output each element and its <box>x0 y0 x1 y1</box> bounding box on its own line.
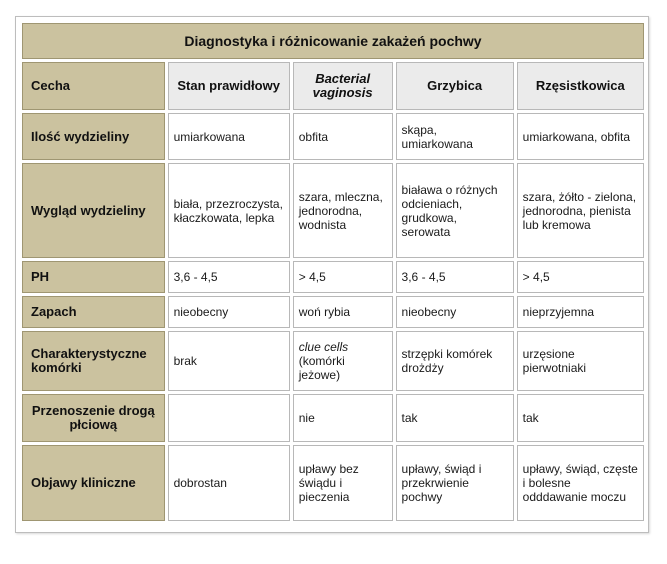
row-header: Ilość wydzieliny <box>22 113 165 160</box>
corner-header: Cecha <box>22 62 165 110</box>
table-cell: obfita <box>293 113 393 160</box>
table-row <box>22 296 644 328</box>
table-row <box>22 445 644 521</box>
table-frame <box>15 16 649 533</box>
table-caption: Diagnostyka i różnicowanie zakażeń pochwy <box>22 23 644 59</box>
table-cell: > 4,5 <box>293 261 393 293</box>
table-cell: 3,6 - 4,5 <box>168 261 290 293</box>
row-header: Zapach <box>22 296 165 328</box>
row-header: Przenoszenie drogą płciową <box>22 394 165 442</box>
table-cell: umiarkowana <box>168 113 290 160</box>
table-cell: nie <box>293 394 393 442</box>
row-header: Charakterystyczne komórki <box>22 331 165 391</box>
table-cell: tak <box>396 394 514 442</box>
table-cell-clue-cells <box>293 331 393 391</box>
table-cell: skąpa, umiarkowana <box>396 113 514 160</box>
table-cell: biaława o różnych odcieniach, grudkowa, serowata <box>396 163 514 258</box>
table-cell: > 4,5 <box>517 261 644 293</box>
table-cell: woń rybia <box>293 296 393 328</box>
clue-cells-term: clue cells <box>298 340 349 354</box>
table-cell: szara, mleczna, jednorodna, wodnista <box>293 163 393 258</box>
table-cell: upławy, świąd, częste i bolesne odddawanie moczu <box>517 445 644 521</box>
table-row <box>22 113 644 160</box>
table-cell: brak <box>168 331 290 391</box>
table-row <box>22 163 644 258</box>
row-header: Objawy kliniczne <box>22 445 165 521</box>
row-header: Wygląd wydzieliny <box>22 163 165 258</box>
table-cell: strzępki komórek drożdży <box>396 331 514 391</box>
table-cell: nieobecny <box>168 296 290 328</box>
table-row <box>22 394 644 442</box>
column-header-grzybica: Grzybica <box>396 62 514 110</box>
column-header-normal: Stan prawidłowy <box>168 62 290 110</box>
table-cell: nieprzyjemna <box>517 296 644 328</box>
table-cell: biała, przezroczysta, kłaczkowata, lepka <box>168 163 290 258</box>
table-cell: tak <box>517 394 644 442</box>
table-row <box>22 261 644 293</box>
table-cell: 3,6 - 4,5 <box>396 261 514 293</box>
column-header-rzesistkowica: Rzęsistkowica <box>517 62 644 110</box>
column-header-bacterial-vaginosis: Bacterial vaginosis <box>293 62 393 110</box>
table-cell: upławy bez świądu i pieczenia <box>293 445 393 521</box>
table-cell <box>168 394 290 442</box>
diagnosis-table <box>19 20 647 524</box>
row-header: PH <box>22 261 165 293</box>
table-cell: nieobecny <box>396 296 514 328</box>
clue-cells-note: (komórki jeżowe) <box>298 354 345 382</box>
table-row <box>22 331 644 391</box>
table-cell: dobrostan <box>168 445 290 521</box>
table-cell: upławy, świąd i przekrwienie pochwy <box>396 445 514 521</box>
table-cell: szara, żółto - zielona, jednorodna, pienista lub kremowa <box>517 163 644 258</box>
table-cell: umiarkowana, obfita <box>517 113 644 160</box>
table-cell: urzęsione pierwotniaki <box>517 331 644 391</box>
